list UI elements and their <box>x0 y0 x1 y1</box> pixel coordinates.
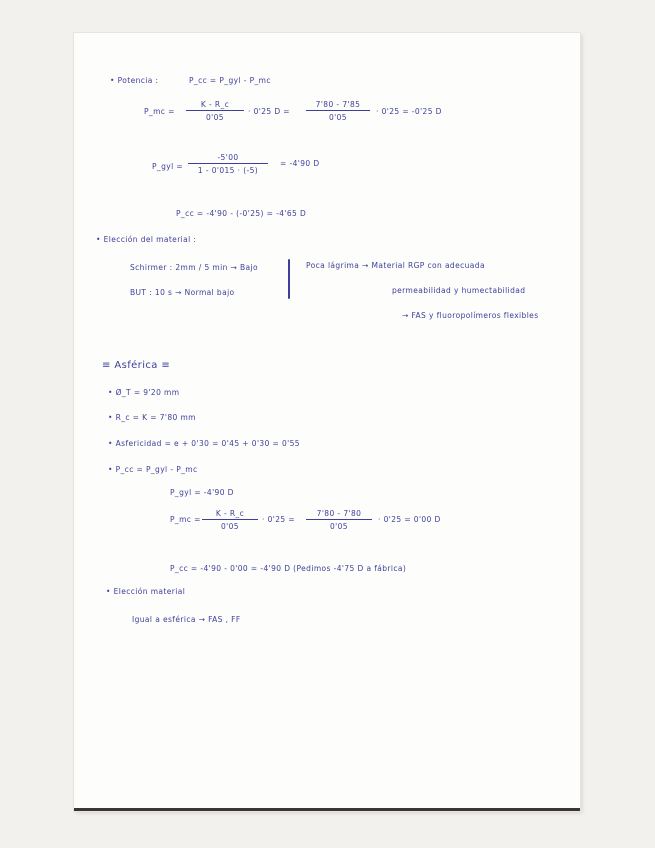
potencia-pmc-label: P_mc = <box>144 107 175 116</box>
eleccion-material-2-title: • Elección material <box>106 587 186 596</box>
asferica-asphericity: • Asfericidad = e + 0'30 = 0'45 + 0'30 = 0'55 <box>108 439 300 448</box>
eleccion-material-title: • Elección del material : <box>96 235 197 244</box>
fraction-denominator: 0'05 <box>330 522 348 531</box>
asferica-pcc-eq: • P_cc = P_gyl - P_mc <box>108 465 198 474</box>
page-bottom-edge <box>74 808 580 811</box>
potencia-pmc-mid: · 0'25 D = <box>248 107 290 116</box>
material-reason-2: permeabilidad y humectabilidad <box>392 286 526 295</box>
asferica-radius: • R_c = K = 7'80 mm <box>108 413 196 422</box>
fraction-denominator: 0'05 <box>329 113 347 122</box>
fraction-numerator: 7'80 - 7'85 <box>306 100 370 111</box>
potencia-pmc-result: · 0'25 = -0'25 D <box>376 107 442 116</box>
asferica-pmc-mid: · 0'25 = <box>262 515 296 524</box>
fraction-numerator: -5'00 <box>188 153 268 164</box>
potencia-pgyl-result: = -4'90 D <box>280 159 320 168</box>
brace-divider <box>288 259 290 299</box>
potencia-pmc-fraction-2 <box>306 100 370 122</box>
schirmer-line: Schirmer : 2mm / 5 min → Bajo <box>130 263 259 272</box>
material-reason-1: Poca lágrima → Material RGP con adecuada <box>306 261 485 270</box>
potencia-pmc-fraction-1 <box>186 100 244 122</box>
asferica-pmc-fraction-2 <box>306 509 372 531</box>
fraction-numerator: K - R_c <box>202 509 258 520</box>
asferica-pmc-result: · 0'25 = 0'00 D <box>378 515 441 524</box>
asferica-pmc-fraction-1 <box>202 509 258 531</box>
fraction-denominator: 1 - 0'015 · (-5) <box>197 166 259 175</box>
asferica-pcc-line: P_cc = -4'90 - 0'00 = -4'90 D (Pedimos -4'75 D a fábrica) <box>170 564 407 573</box>
but-line: BUT : 10 s → Normal bajo <box>130 288 235 297</box>
material-reason-3: → FAS y fluoropolímeros flexibles <box>402 311 539 320</box>
potencia-eq1: P_cc = P_gyl - P_mc <box>189 76 271 85</box>
asferica-pmc-label: P_mc = <box>170 515 201 524</box>
fraction-numerator: K - R_c <box>186 100 244 111</box>
eleccion-material-2-line: Igual a esférica → FAS , FF <box>132 615 241 624</box>
potencia-pgyl-fraction <box>188 153 268 175</box>
fraction-numerator: 7'80 - 7'80 <box>306 509 372 520</box>
potencia-title: • Potencia : <box>110 76 159 85</box>
fraction-denominator: 0'05 <box>206 113 224 122</box>
asferica-pgyl: P_gyl = -4'90 D <box>170 488 234 497</box>
potencia-pcc-line: P_cc = -4'90 - (-0'25) = -4'65 D <box>176 209 307 218</box>
notebook-page <box>74 33 580 811</box>
potencia-pgyl-label: P_gyl = <box>152 162 184 171</box>
asferica-diameter: • Ø_T = 9'20 mm <box>108 388 180 397</box>
fraction-denominator: 0'05 <box>221 522 239 531</box>
asferica-heading: ≡ Asférica ≡ <box>102 360 171 371</box>
